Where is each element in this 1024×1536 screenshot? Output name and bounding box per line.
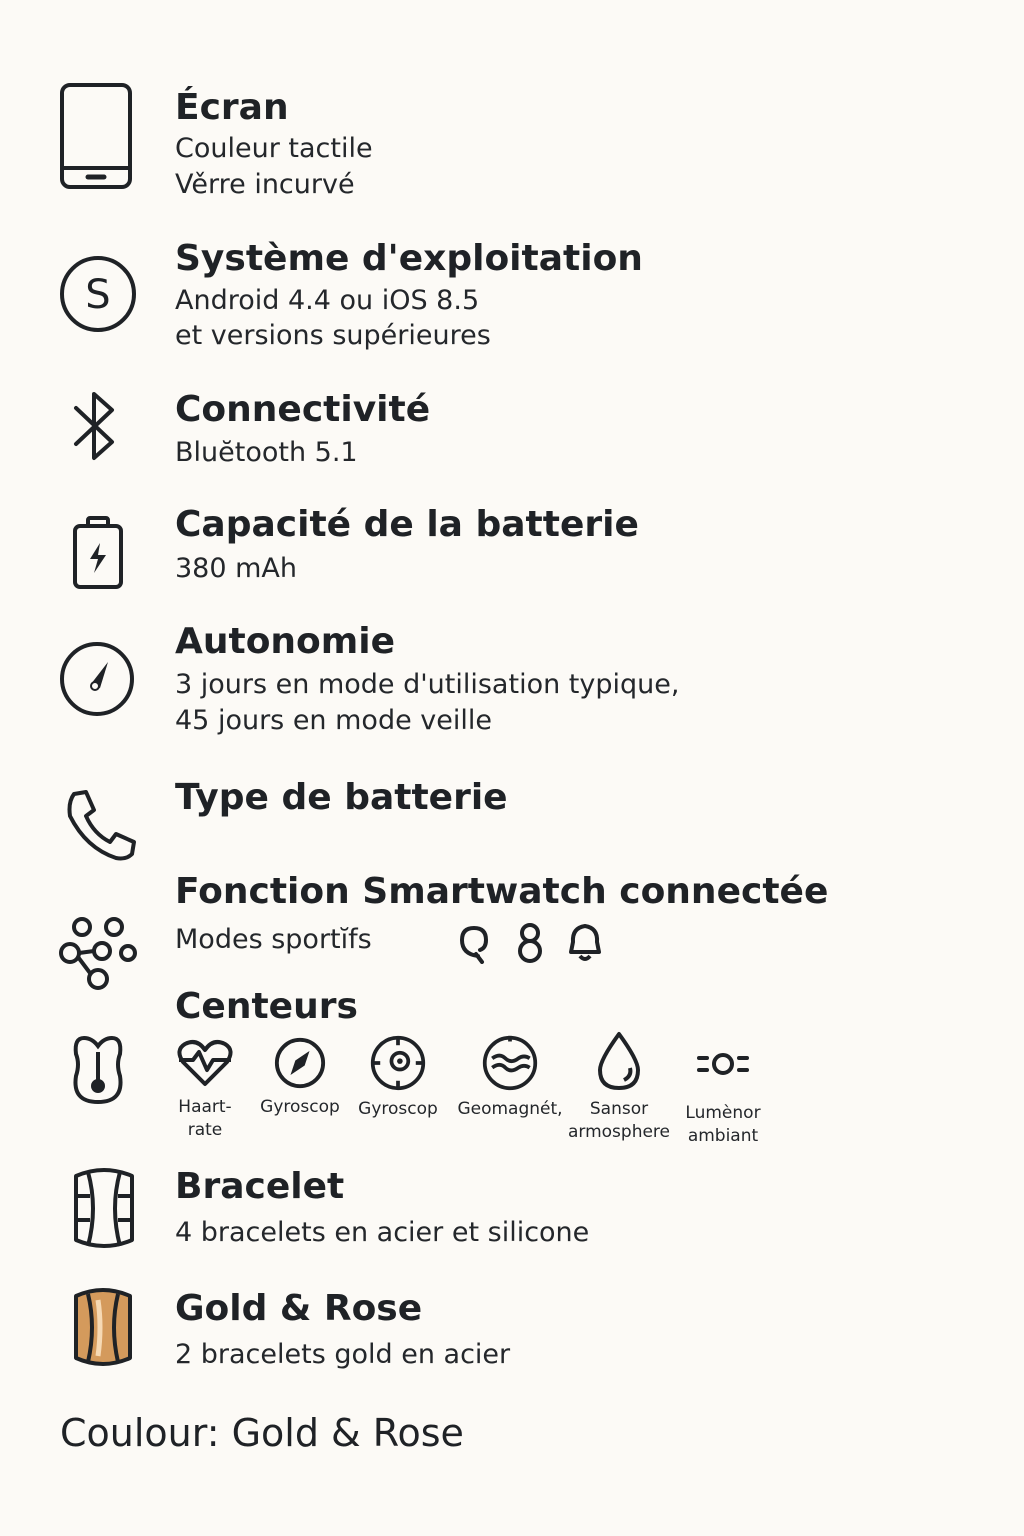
smartphone-icon: [58, 82, 134, 190]
compass-icon: [272, 1036, 328, 1090]
spec-line-os-2: et versions supérieures: [175, 320, 491, 351]
spec-title-battery-capacity: Capacité de la batterie: [175, 504, 639, 545]
gauge-icon: [58, 640, 136, 718]
sensor-label-ambient-light: Lumènor ambiant: [685, 1103, 761, 1146]
bracelet-title: Bracelet: [175, 1166, 345, 1207]
sensor-heart-rate: [150, 1036, 260, 1142]
ambient-light-icon: [695, 1044, 751, 1084]
sensor-geomagnetic: [455, 1034, 565, 1121]
gold-band-icon: [70, 1286, 136, 1368]
spec-title-os: Système d'exploitation: [175, 238, 643, 279]
bell-icon: [566, 922, 604, 968]
os-s-circle-icon: [58, 254, 138, 334]
sensor-ambient-light: [668, 1044, 778, 1148]
sensor-compass: [245, 1036, 355, 1119]
spec-line-autonomy-2: 45 jours en mode veille: [175, 705, 492, 736]
svg-text:S: S: [85, 272, 111, 318]
band-icon: [68, 1166, 140, 1250]
thermometer-icon: [70, 1034, 126, 1106]
spec-line-smartwatch-1: Modes sportĭfs: [175, 924, 372, 955]
figure-eight-icon: [514, 922, 546, 968]
sensor-gyroscope: [343, 1034, 453, 1121]
bluetooth-icon: [66, 388, 126, 466]
spec-title-battery-type: Type de batterie: [175, 777, 508, 818]
gold-title: Gold & Rose: [175, 1288, 423, 1329]
sensor-label-atmosphere: Sansor armosphere: [567, 1099, 671, 1142]
geomagnetic-icon: [479, 1034, 541, 1092]
spec-line-autonomy-1: 3 jours en mode d'utilisation typique,: [175, 669, 680, 700]
sensor-label-gyroscope: Gyroscop: [358, 1099, 438, 1119]
spec-line-os-1: Android 4.4 ou iOS 8.5: [175, 285, 480, 316]
sensor-label-heart-rate: Haart- rate: [178, 1097, 232, 1140]
bracelet-line-1: 4 bracelets en acier et silicone: [175, 1217, 590, 1248]
gold-line-1: 2 bracelets gold en acier: [175, 1339, 511, 1370]
sensor-label-geomagnetic: Geomagnét,: [457, 1099, 563, 1119]
spec-title-screen: Écran: [175, 87, 289, 128]
heart-rate-icon: [175, 1036, 235, 1090]
gyroscope-icon: [367, 1034, 429, 1092]
spec-line-connectivity-1: Bluĕtooth 5.1: [175, 437, 358, 468]
spec-title-autonomy: Autonomie: [175, 621, 396, 662]
phone-icon: [64, 788, 138, 862]
color-footer: Coulour: Gold & Rose: [60, 1411, 464, 1455]
spec-line-screen-2: Věrre incurvé: [175, 169, 355, 200]
spec-line-screen-1: Couleur tactile: [175, 133, 373, 164]
sensors-title: Centeurs: [175, 986, 358, 1027]
drop-icon: [594, 1030, 644, 1092]
sensor-atmosphere: [564, 1030, 674, 1144]
sensor-label-compass: Gyroscop: [260, 1097, 340, 1117]
spec-title-connectivity: Connectivité: [175, 389, 431, 430]
spec-line-battery-capacity-1: 380 mAh: [175, 553, 298, 584]
battery-icon: [70, 515, 126, 591]
spec-title-smartwatch: Fonction Smartwatch connectée: [175, 871, 829, 912]
loop-icon: [458, 924, 490, 968]
nodes-icon: [56, 915, 140, 995]
